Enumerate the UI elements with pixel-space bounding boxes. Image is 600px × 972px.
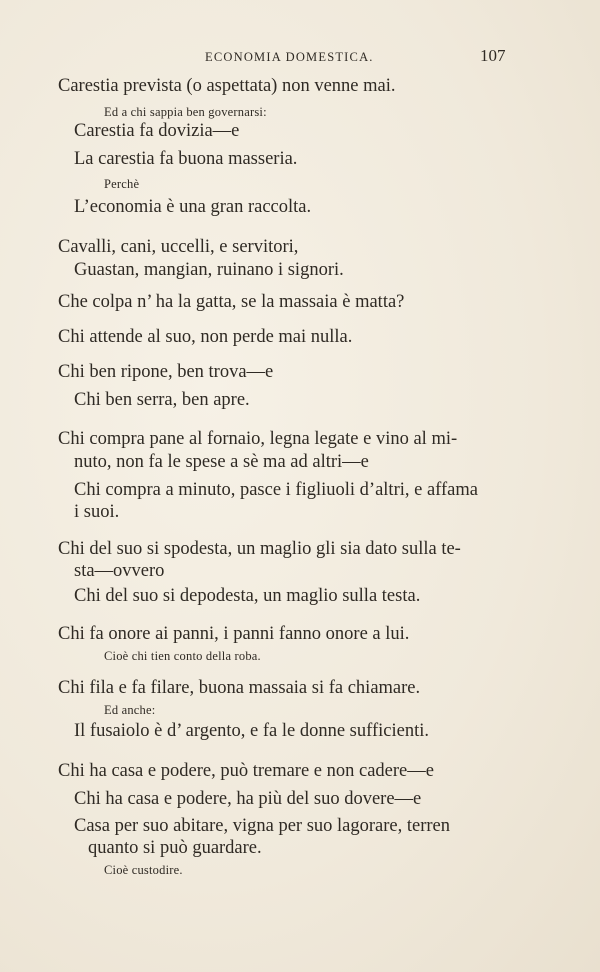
proverb-line: Carestia prevista (o aspettata) non venne mai.: [58, 76, 396, 96]
proverb-line: Casa per suo abitare, vigna per suo lagorare, terren: [74, 816, 451, 836]
proverb-line: Chi ha casa e podere, può tremare e non cadere—e: [58, 761, 434, 781]
page-number: 107: [480, 46, 506, 65]
proverb-line: nuto, non fa le spese a sè ma ad altri—e: [74, 452, 369, 472]
connector-note: Ed a chi sappia ben governarsi:: [104, 105, 267, 119]
running-head: ECONOMIA DOMESTICA.: [205, 50, 374, 64]
proverb-line: quanto si può guardare.: [88, 838, 262, 858]
connector-note: Perchè: [104, 177, 140, 191]
proverb-line: Chi del suo si spodesta, un maglio gli sia dato sulla te-: [58, 539, 461, 559]
proverb-line: L’economia è una gran raccolta.: [74, 197, 312, 217]
page-header: [0, 44, 600, 66]
proverb-line: Chi attende al suo, non perde mai nulla.: [58, 327, 353, 347]
connector-note: Ed anche:: [104, 703, 156, 717]
proverb-line: Chi ben ripone, ben trova—e: [58, 362, 274, 382]
proverb-line: Chi fila e fa filare, buona massaia si fa chiamare.: [58, 678, 421, 698]
proverb-line: Chi compra a minuto, pasce i figliuoli d’altri, e affama: [74, 480, 478, 500]
proverb-line: Chi del suo si depodesta, un maglio sulla testa.: [74, 586, 421, 606]
connector-note: Cioè chi tien conto della roba.: [104, 649, 261, 663]
proverb-line: La carestia fa buona masseria.: [74, 149, 298, 169]
proverb-line: Guastan, mangian, ruinano i signori.: [74, 260, 344, 280]
proverb-line: sta—ovvero: [74, 561, 165, 581]
proverb-line: Chi ben serra, ben apre.: [74, 390, 250, 410]
proverb-line: Cavalli, cani, uccelli, e servitori,: [58, 237, 299, 257]
proverb-line: i suoi.: [74, 502, 120, 522]
proverb-line: Chi fa onore ai panni, i panni fanno onore a lui.: [58, 624, 410, 644]
proverb-line: Chi ha casa e podere, ha più del suo dovere—e: [74, 789, 422, 809]
connector-note: Cioè custodire.: [104, 863, 183, 877]
proverb-line: Chi compra pane al fornaio, legna legate e vino al mi-: [58, 429, 458, 449]
proverb-line: Carestia fa dovizia—e: [74, 121, 240, 141]
proverb-line: Il fusaiolo è d’ argento, e fa le donne sufficienti.: [74, 721, 429, 741]
proverb-line: Che colpa n’ ha la gatta, se la massaia è matta?: [58, 292, 405, 312]
